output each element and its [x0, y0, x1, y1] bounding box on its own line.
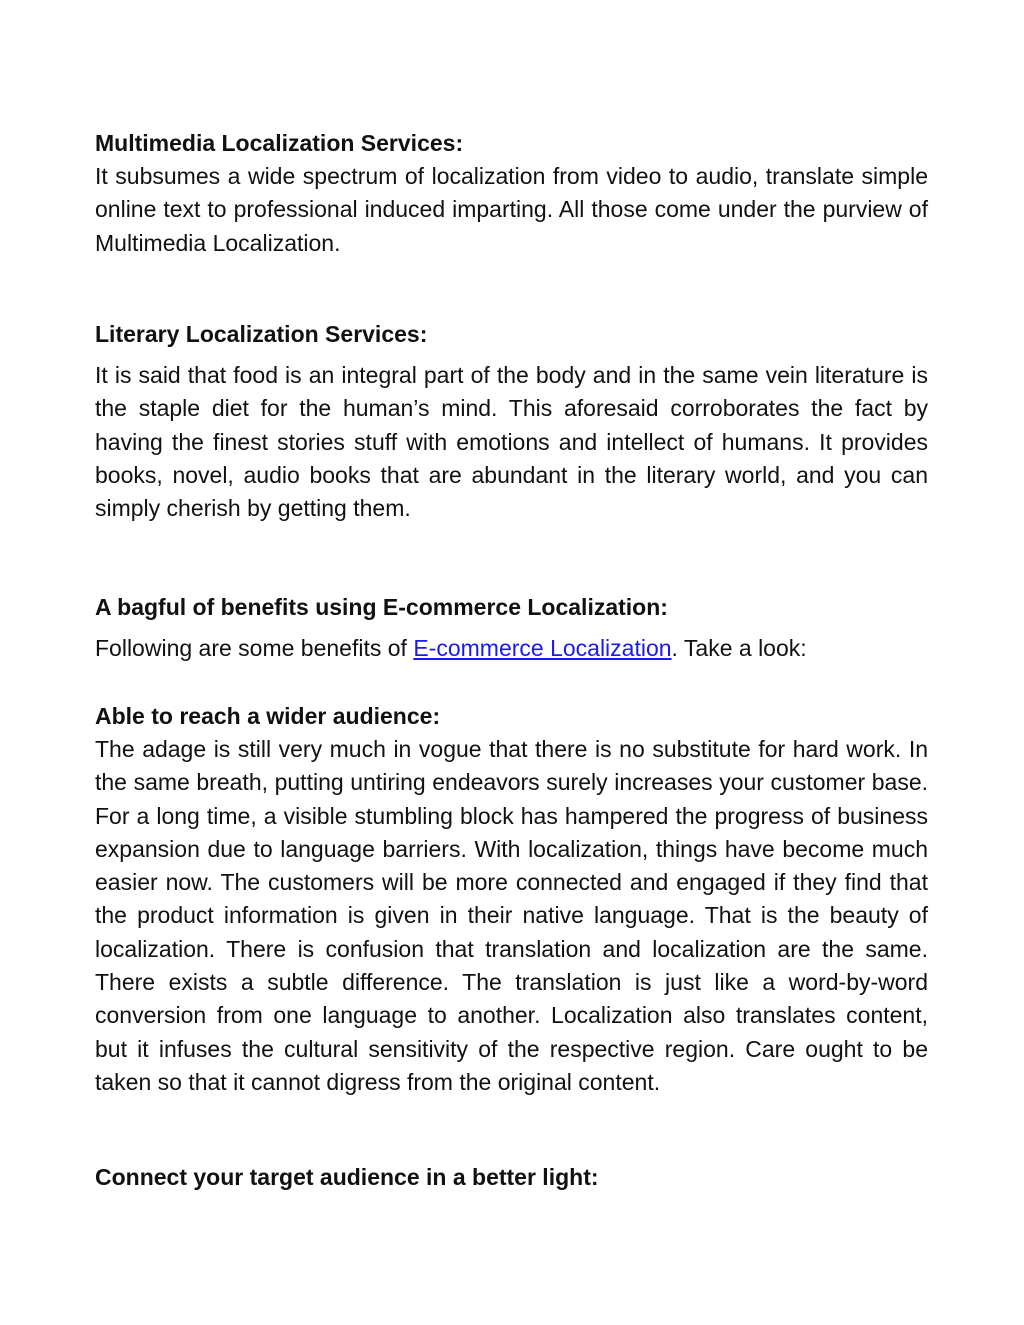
paragraph-literary: It is said that food is an integral part of the body and in the same vein literature is the staple diet for the human’s mind. This aforesaid corroborates the fact by having the finest stories stuff with emotions and intellect of humans. It provides books, novel, audio books that are abundant in the literary world, and you can simply cherish by getting them.: [95, 362, 928, 522]
section-literary: [95, 318, 928, 525]
paragraph-benefits-intro: [95, 632, 928, 665]
heading-connect: Connect your target audience in a better light:: [95, 1164, 599, 1190]
ecommerce-localization-link[interactable]: E-commerce Localization: [413, 635, 672, 661]
spacer: [95, 351, 928, 359]
intro-text-before: Following are some benefits of: [95, 635, 414, 661]
heading-literary: Literary Localization Services:: [95, 321, 428, 347]
heading-benefits: A bagful of benefits using E-commerce Localization:: [95, 594, 668, 620]
heading-wider-audience: Able to reach a wider audience:: [95, 703, 441, 729]
section-multimedia: [95, 127, 928, 260]
section-benefits: [95, 591, 928, 665]
heading-multimedia: Multimedia Localization Services:: [95, 130, 464, 156]
paragraph-wider-audience: The adage is still very much in vogue that there is no substitute for hard work. In the same breath, putting untiring endeavors surely increases your customer base. For a long time, a visible stumbling block has hampered the progress of business expansion due to language barriers. With localization, things have become much easier now. The customers will be more connected and engaged if they find that the product information is given in their native language. That is the beauty of localization. There is confusion that translation and localization are the same. There exists a subtle difference. The translation is just like a word-by-word conversion from one language to another. Localization also translates content, but it infuses the cultural sensitivity of the respective region. Care ought to be taken so that it cannot digress from the original content.: [95, 736, 928, 1095]
section-connect: [95, 1161, 928, 1194]
paragraph-multimedia: It subsumes a wide spectrum of localization from video to audio, translate simple online text to professional induced imparting. All those come under the purview of Multimedia Localization.: [95, 163, 928, 256]
section-wider-audience: [95, 700, 928, 1099]
spacer: [95, 624, 928, 632]
intro-text-after: . Take a look:: [671, 635, 807, 661]
